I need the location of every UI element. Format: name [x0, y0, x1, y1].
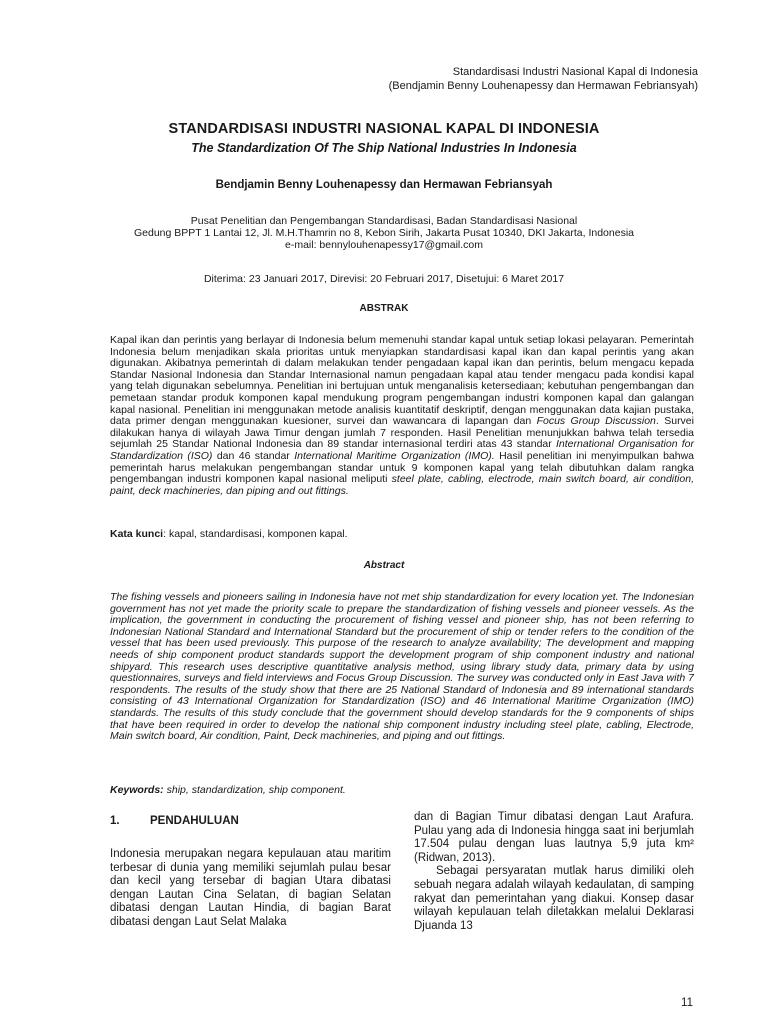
submission-dates: Diterima: 23 Januari 2017, Direvisi: 20 Februari 2017, Disetujui: 6 Maret 2017 — [203, 273, 565, 285]
affiliation-institution: Pusat Penelitian dan Pengembangan Standardisasi, Badan Standardisasi Nasional — [190, 215, 578, 227]
abstrak-italic-2: International Organisation for Standardization (ISO) — [110, 438, 695, 462]
abstract-heading: Abstract — [363, 560, 405, 571]
abstrak-body — [110, 335, 694, 497]
author-list: Bendjamin Benny Louhenapessy dan Hermawan Febriansyah — [215, 179, 553, 191]
abstrak-text-1: Kapal ikan dan perintis yang berlayar di Indonesia belum memenuhi standar kapal untuk setiap lokasi pelayaran. Pemerintah Indonesia belum menjadikan skala prioritas untuk menyiapkan standardisasi kapal ikan dan kapal perintis yang akan digunakan. Akibatnya pemerintah di dalam melakukan tender pengadaan kapal ikan dan perintis, belum mengacu kepada Standar Nasional Indonesia dan Standar Internasional namun pengadaan kapal atau tender mengacu pada kondisi kapal yang telah digunakan sebelumnya. Penelitian ini bertujuan untuk menganalisis ketersediaan; kebutuhan pengembangan dan pemetaan standar produk komponen kapal mendukung program pengembangan industri komponen kapal dan galangan kapal nasional. Penelitian ini menggunakan metode analisis kuantitatif deskriptif, dengan menggunakan data kajian pustaka, data primer dengan menggunakan kuesioner, survei dan wawancara di lapangan dan — [110, 334, 694, 428]
kata-kunci — [110, 528, 694, 540]
abstrak-text-2: . Survei dilakukan hanya di wilayah Jawa Timur dengan jumlah 7 responden. Hasil Penelitian menunjukkan bahwa telah tersedia sejumlah 25 Standar National Indonesia dan 89 standar internasional terdiri atas 43 standar — [110, 415, 694, 451]
section-title: PENDAHULUAN — [150, 815, 239, 827]
abstrak-italic-1: Focus Group Discussion — [536, 415, 656, 428]
intro-paragraph-2: Sebagai persyaratan mutlak harus dimiliki oleh sebuah negara adalah wilayah kedaulatan, di samping rakyat dan pemerintahan yang diakui. Konsep dasar wilayah kepulauan telah diletakkan melalui Deklarasi Djuanda 13 — [414, 865, 694, 932]
section-heading — [110, 815, 239, 827]
kata-kunci-label: Kata kunci — [110, 528, 164, 540]
paper-subtitle: The Standardization Of The Ship National Industries In Indonesia — [191, 141, 577, 155]
left-column — [110, 848, 391, 930]
abstrak-text-4: Hasil penelitian ini menyimpulkan bahwa pemerintah harus melakukan pengembangan standar untuk 9 komponen kapal yang telah dibutuhkan dalam rangka pengembangan industri komponen kapal nasional meliputi — [110, 449, 695, 486]
paper-title: STANDARDISASI INDUSTRI NASIONAL KAPAL DI INDONESIA — [168, 121, 600, 137]
running-head-authors: (Bendjamin Benny Louhenapessy dan Hermawan Febriansyah) — [388, 80, 698, 92]
affiliation-address: Gedung BPPT 1 Lantai 12, Jl. M.H.Thamrin no 8, Kebon Sirih, Jakarta Pusat 10340, DKI Jakarta, Indonesia — [133, 227, 634, 239]
abstrak-italic-4: steel plate, cabling, electrode, main switch board, air condition, paint, deck machineries, dan piping and out fittings. — [110, 473, 694, 497]
abstract-body: The fishing vessels and pioneers sailing in Indonesia have not met ship standardization for every location yet. The Indonesian government has not yet made the priority scale to prepare the standardization of fishing vessels and pioneer vessels. As the implication, the government in conducting the procurement of fishing vessel and pioneer ship, has not been referring to Indonesian National Standard and International Standard but the procurement of ship or tender refers to the condition of the vessel that has been used previously. This purpose of the research to analyze availability; The development and mapping needs of ship component product standards support the development program of ship component industry and national shipyard. This research uses descriptive quantitative analysis method, using library study data, primary data by using questionnaires, surveys and field interviews and Focus Group Discussion. The survey was conducted only in East Java with 7 respondents. The results of the study show that there are 25 National Standard of Indonesia and 89 international standards consisting of 43 International Organization for Standardization (ISO) and 46 International Maritime Organization (IMO) standards. The results of this study conclude that the government should develop standards for the 9 components of ships that have been required in order to develop the national ship component industry including steel plate, cabling, Electrode, Main switch board, Air condition, Paint, Deck machineries, and piping and out fittings. — [110, 591, 694, 743]
running-head — [389, 65, 698, 93]
keywords-label: Keywords: — [110, 784, 164, 796]
intro-paragraph-1-continued: dan di Bagian Timur dibatasi dengan Laut Arafura. Pulau yang ada di Indonesia hingga saat ini berjumlah 17.504 pulau dengan luas lautnya 5,9 juta km² (Ridwan, 2013). — [414, 811, 694, 864]
kata-kunci-text: : kapal, standardisasi, komponen kapal. — [163, 528, 348, 540]
abstrak-heading: ABSTRAK — [359, 303, 409, 314]
affiliation-email: e-mail: bennylouhenapessy17@gmail.com — [284, 239, 483, 251]
page-number: 11 — [681, 997, 693, 1009]
keywords — [110, 784, 694, 796]
abstrak-italic-3: International Maritime Organization (IMO). — [294, 449, 495, 462]
section-number: 1. — [110, 815, 120, 827]
keywords-text: ship, standardization, ship component. — [163, 784, 346, 796]
right-column — [414, 811, 694, 933]
intro-paragraph-1: Indonesia merupakan negara kepulauan atau maritim terbesar di dunia yang memiliki sejumlah pulau besar dan kecil yang tersebar di bagian Utara dibatasi dengan Lautan Cina Selatan, di bagian Selatan dibatasi dengan Lautan Hindia, di bagian Barat dibatasi dengan Laut Selat Malaka — [110, 848, 391, 928]
abstrak-text-3: dan 46 standar — [216, 449, 290, 462]
affiliation — [0, 215, 768, 251]
running-head-title: Standardisasi Industri Nasional Kapal di Indonesia — [452, 66, 698, 78]
